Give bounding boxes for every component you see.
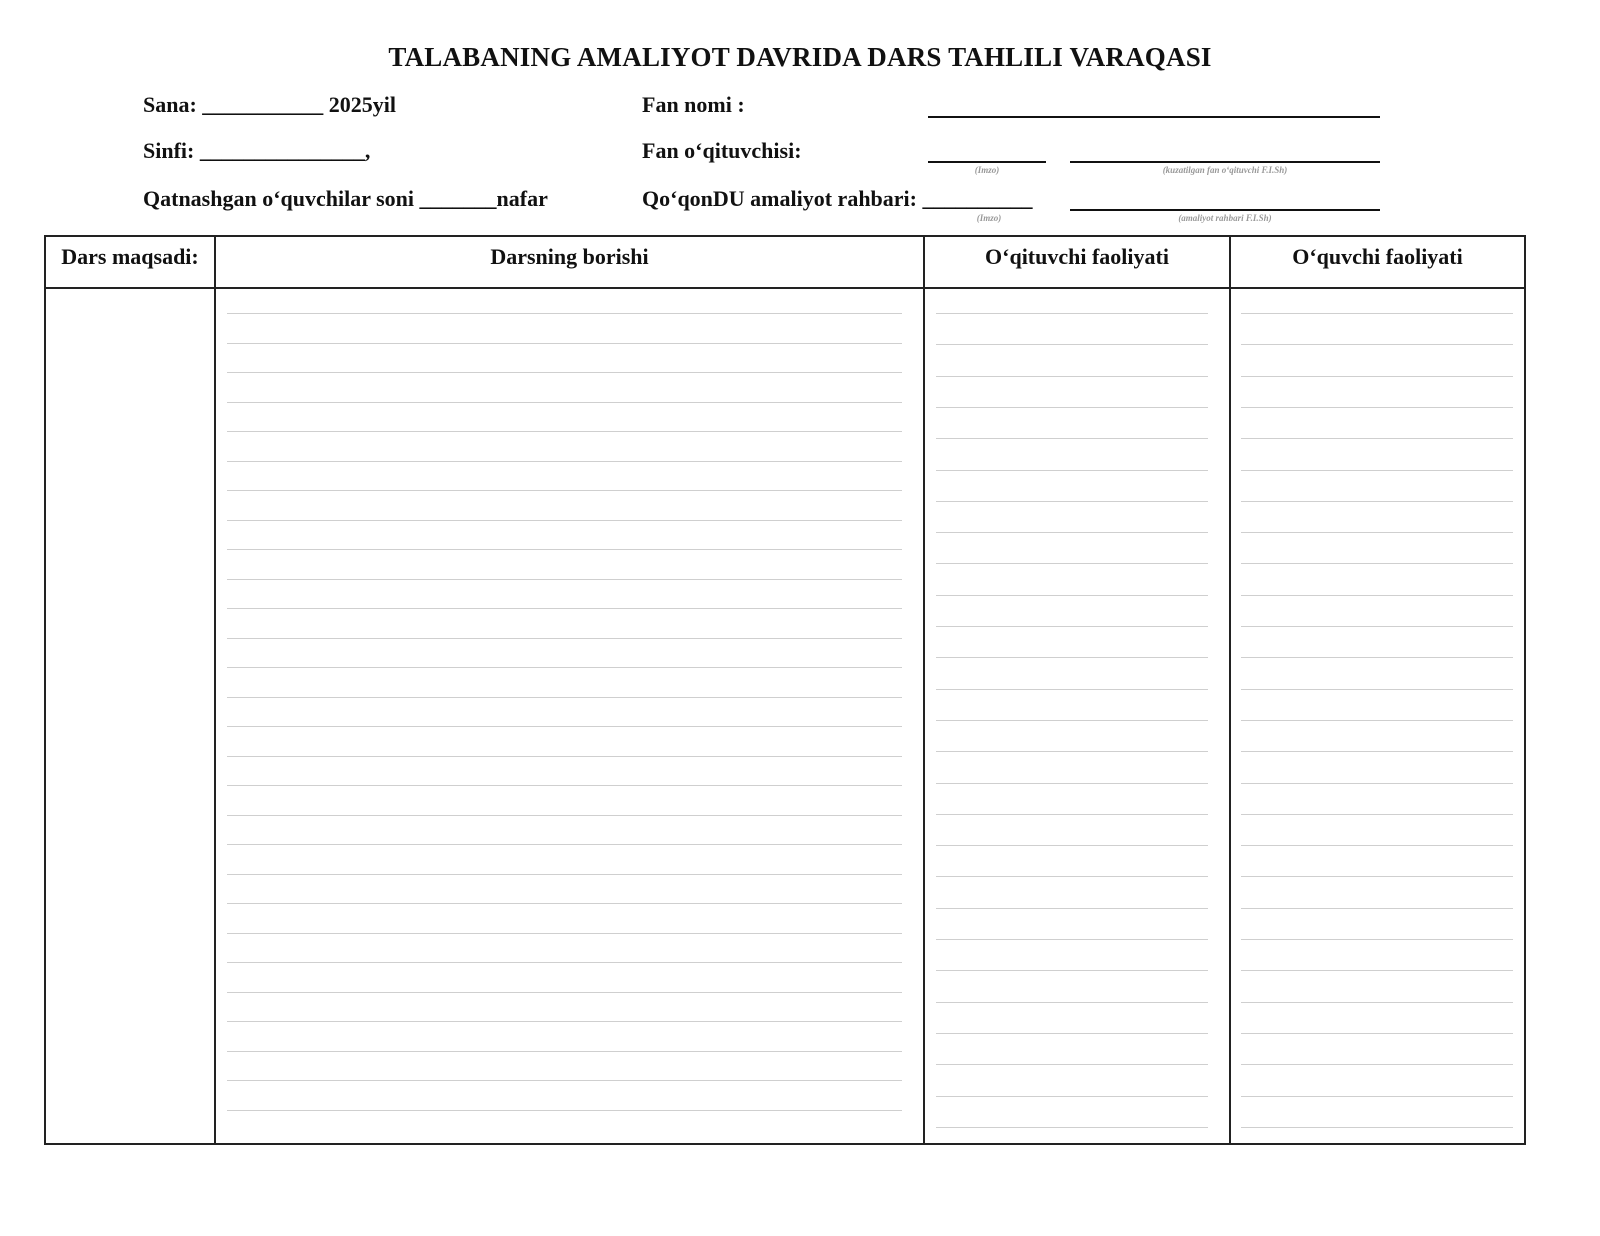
writing-line [1241, 939, 1513, 940]
column-divider [214, 235, 216, 1145]
writing-line [227, 1110, 902, 1111]
qatnashgan-field[interactable]: Qatnashgan o‘quvchilar soni _______nafar [143, 186, 548, 211]
writing-line [936, 376, 1208, 377]
writing-line [936, 876, 1208, 877]
writing-line [1241, 532, 1513, 533]
writing-line [936, 344, 1208, 345]
column-divider [923, 235, 925, 1145]
writing-line [1241, 595, 1513, 596]
writing-line [1241, 501, 1513, 502]
writing-line [227, 815, 902, 816]
writing-line [227, 1021, 902, 1022]
table-border-bottom [44, 1143, 1526, 1145]
writing-line [1241, 470, 1513, 471]
writing-line [227, 874, 902, 875]
table-border-top [44, 235, 1526, 237]
writing-line [1241, 970, 1513, 971]
imzo-caption: (Imzo) [974, 165, 1000, 175]
writing-line [227, 933, 902, 934]
writing-line [936, 313, 1208, 314]
writing-line [227, 903, 902, 904]
writing-line [936, 1096, 1208, 1097]
sinfi-field[interactable]: Sinfi: _______________, [143, 138, 371, 163]
writing-line [227, 785, 902, 786]
writing-line [1241, 908, 1513, 909]
writing-line [936, 908, 1208, 909]
writing-line [227, 697, 902, 698]
table-header-divider [44, 287, 1526, 289]
writing-line [1241, 783, 1513, 784]
column-header-dars-maqsadi: Dars maqsadi: [61, 244, 199, 269]
writing-line [1241, 814, 1513, 815]
writing-line [227, 1051, 902, 1052]
fan-oqituvchisi-label: Fan o‘qituvchisi: [642, 138, 802, 163]
writing-line [1241, 689, 1513, 690]
writing-line [227, 756, 902, 757]
table-border-right [1524, 235, 1526, 1145]
writing-line [1241, 657, 1513, 658]
fan-nomi-line[interactable] [928, 116, 1380, 118]
writing-line [227, 461, 902, 462]
writing-line [936, 845, 1208, 846]
teacher-name-caption: (kuzatilgan fan o‘qituvchi F.I.Sh) [1162, 165, 1288, 175]
writing-line [936, 595, 1208, 596]
writing-line [1241, 563, 1513, 564]
writing-line [227, 608, 902, 609]
writing-line [227, 549, 902, 550]
writing-line [227, 402, 902, 403]
writing-line [936, 783, 1208, 784]
table-border-left [44, 235, 46, 1145]
writing-line [1241, 376, 1513, 377]
writing-line [936, 501, 1208, 502]
writing-line [936, 407, 1208, 408]
writing-line [1241, 1002, 1513, 1003]
writing-line [936, 532, 1208, 533]
writing-line [936, 1033, 1208, 1034]
writing-line [1241, 407, 1513, 408]
writing-line [227, 638, 902, 639]
writing-line [227, 520, 902, 521]
writing-line [1241, 313, 1513, 314]
writing-line [227, 343, 902, 344]
rahbar-name-line[interactable] [1070, 209, 1380, 211]
writing-line [227, 667, 902, 668]
column-divider [1229, 235, 1231, 1145]
writing-line [227, 490, 902, 491]
writing-line [936, 751, 1208, 752]
writing-line [227, 726, 902, 727]
writing-line [1241, 845, 1513, 846]
column-header-oquvchi-faoliyati: O‘quvchi faoliyati [1292, 244, 1463, 269]
writing-line [1241, 626, 1513, 627]
writing-line [227, 1080, 902, 1081]
writing-line [936, 939, 1208, 940]
writing-line [936, 470, 1208, 471]
writing-line [936, 438, 1208, 439]
writing-line [1241, 1064, 1513, 1065]
writing-line [227, 579, 902, 580]
writing-line [1241, 720, 1513, 721]
rahbar-name-caption: (amaliyot rahbari F.I.Sh) [1178, 213, 1272, 223]
writing-line [936, 657, 1208, 658]
writing-line [936, 626, 1208, 627]
writing-line [936, 1127, 1208, 1128]
writing-line [1241, 438, 1513, 439]
writing-line [227, 431, 902, 432]
teacher-name-line[interactable] [1070, 161, 1380, 163]
writing-line [1241, 751, 1513, 752]
imzo-caption: (Imzo) [976, 213, 1002, 223]
writing-line [936, 1002, 1208, 1003]
writing-line [936, 689, 1208, 690]
writing-line [227, 844, 902, 845]
page-title: TALABANING AMALIYOT DAVRIDA DARS TAHLILI VARAQASI [388, 42, 1212, 72]
writing-line [1241, 1127, 1513, 1128]
column-header-oqituvchi-faoliyati: O‘qituvchi faoliyati [985, 244, 1169, 269]
writing-line [1241, 1096, 1513, 1097]
sana-field[interactable]: Sana: ___________ 2025yil [143, 92, 397, 117]
writing-line [1241, 876, 1513, 877]
writing-line [936, 563, 1208, 564]
teacher-signature-line[interactable] [928, 161, 1046, 163]
writing-line [227, 992, 902, 993]
writing-line [227, 313, 902, 314]
writing-line [936, 814, 1208, 815]
fan-nomi-label: Fan nomi : [642, 92, 745, 117]
writing-line [1241, 344, 1513, 345]
writing-line [227, 372, 902, 373]
writing-line [936, 970, 1208, 971]
writing-line [936, 720, 1208, 721]
writing-line [227, 962, 902, 963]
writing-line [1241, 1033, 1513, 1034]
column-header-darsning-borishi: Darsning borishi [490, 244, 649, 269]
writing-line [936, 1064, 1208, 1065]
rahbar-label: Qo‘qonDU amaliyot rahbari: __________ [642, 186, 1033, 211]
